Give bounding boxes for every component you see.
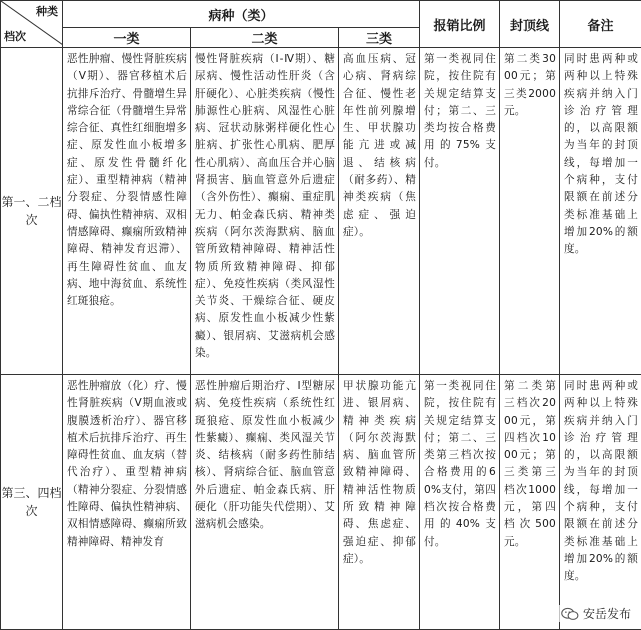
tier-2-class-1-cell [63, 375, 191, 630]
corner-label-type: 种类 [36, 3, 58, 19]
tier-1-ratio-cell [420, 48, 500, 375]
tier-2-remark-text: 同时患两种或两种以上特殊疾病并纳入门诊治疗管理的，以高限额为当年的封顶线，每增加一个病种，支付限额在前述分类标准基础上增加20%的额度。 [560, 375, 641, 586]
table-row [1, 48, 641, 375]
tier-label: 第一、二档 次 [1, 48, 63, 375]
tier-2-class-3-cell [339, 375, 420, 630]
tier-2-cap-text: 第二类第三档次2000元，第四档次1000元；第三类第三档次1000元，第四档次500元。 [500, 375, 559, 551]
watermark [559, 605, 633, 622]
tier-1-class-3-cell [339, 48, 420, 375]
tier-2-class-2-text: 恶性肿瘤后期治疗、Ⅰ型糖尿病、免疫性疾病（系统性红斑狼疮、原发性血小板减少性紫癜）、癫痫、类风湿关节炎、结核病（耐多药性肺结核）、肾病综合征、脑血管意外后遗症、帕金森氏病、肝硬化（肝功能失代偿期）、艾滋病机会感染。 [191, 375, 338, 534]
corner-label-tier: 档次 [4, 28, 26, 44]
tier-2-ratio-text: 第一类视同住院，按住院有关规定结算支付；第二、三类第三档次按合格费用的60%支付，第四档次按合格费用的40%支付。 [420, 375, 499, 551]
tier-2-ratio-cell [420, 375, 500, 630]
header-class-1: 一类 [63, 28, 191, 48]
tier-1-ratio-text: 第一类视同住院，按住院有关规定结算支付；第二、三类均按合格费用的75%支付。 [420, 48, 499, 172]
tier-1-remark-cell [560, 48, 641, 375]
header-cap-line: 封顶线 [500, 1, 560, 48]
tier-label: 第三、四档 次 [1, 375, 63, 630]
tier-2-class-1-text: 恶性肿瘤放（化）疗、慢性肾脏疾病（V期血液或腹膜透析治疗）、器官移植术后抗排斥治疗、再生障碍性贫血、血友病（替代治疗）、重型精神病（精神分裂症、分裂情感性障碍、偏执性精神病、双相情感障碍、癫痫所致精神障碍、精神发育 [63, 375, 190, 551]
watermark-text: 安岳发布 [583, 605, 631, 622]
header-reimburse-ratio: 报销比例 [420, 1, 500, 48]
table-row [1, 375, 641, 630]
tier-1-class-3-text: 高血压病、冠心病、肾病综合征、慢性老年性前列腺增生、甲状腺功能亢进或减退、结核病（耐多药）、精神类疾病（焦虑症、强迫症）。 [339, 48, 419, 241]
header-class-3: 三类 [339, 28, 420, 48]
tier-1-class-1-cell [63, 48, 191, 375]
tier-1-remark-text: 同时患两种或两种以上特殊疾病并纳入门诊治疗管理的，以高限额为当年的封顶线，每增加一个病种，支付限额在前述分类标准基础上增加20%的额度。 [560, 48, 641, 259]
tier-2-class-2-cell [191, 375, 339, 630]
header-corner-cell [1, 1, 63, 48]
tier-1-class-2-text: 慢性肾脏疾病（Ⅰ-Ⅳ期）、糖尿病、慢性活动性肝炎（含肝硬化）、心脏类疾病（慢性肺源性心脏病、风湿性心脏病、冠状动脉粥样硬化性心脏病、扩张性心肌病、肥厚性心肌病）、高血压合并心脑肾损害、脑血管意外后遗症（含外伤性）、癫痫、重症肌无力、帕金森氏病、精神类疾病（阿尔茨海默病、脑血管所致精神障碍、精神活性物质所致精神障碍、抑郁症）、免疫性疾病（类风湿性关节炎、干燥综合征、硬皮病、原发性血小板减少性紫癜）、银屑病、艾滋病机会感染。 [191, 48, 338, 362]
tier-2-remark-cell [560, 375, 641, 630]
tier-1-cap-cell [500, 48, 560, 375]
wechat-icon [561, 607, 579, 621]
tier-2-cap-cell [500, 375, 560, 630]
header-remarks: 备注 [560, 1, 641, 48]
tier-2-class-3-text: 甲状腺功能亢进、银屑病、精神类疾病（阿尔茨海默病、脑血管所致精神障碍、精神活性物质所致精神障碍、焦虑症、强迫症、抑郁症）。 [339, 375, 419, 568]
tier-1-class-1-text: 恶性肿瘤、慢性肾脏疾病（V期）、器官移植术后抗排斥治疗、骨髓增生异常综合征（骨髓增生异常综合征、真性红细胞增多症、原发性血小板增多症、原发性骨髓纤化症）、重型精神病（精神分裂症、分裂情感性障碍、偏执性精神病、双相情感障碍、癫痫所致精神障碍、精神发育迟滞）、再生障碍性贫血、血友病、地中海贫血、系统性红斑狼疮。 [63, 48, 190, 310]
tier-1-class-2-cell [191, 48, 339, 375]
header-class-2: 二类 [191, 28, 339, 48]
header-disease-type: 病种（类） [63, 1, 420, 28]
tier-1-cap-text: 第二类3000元；第三类2000元。 [500, 48, 559, 120]
